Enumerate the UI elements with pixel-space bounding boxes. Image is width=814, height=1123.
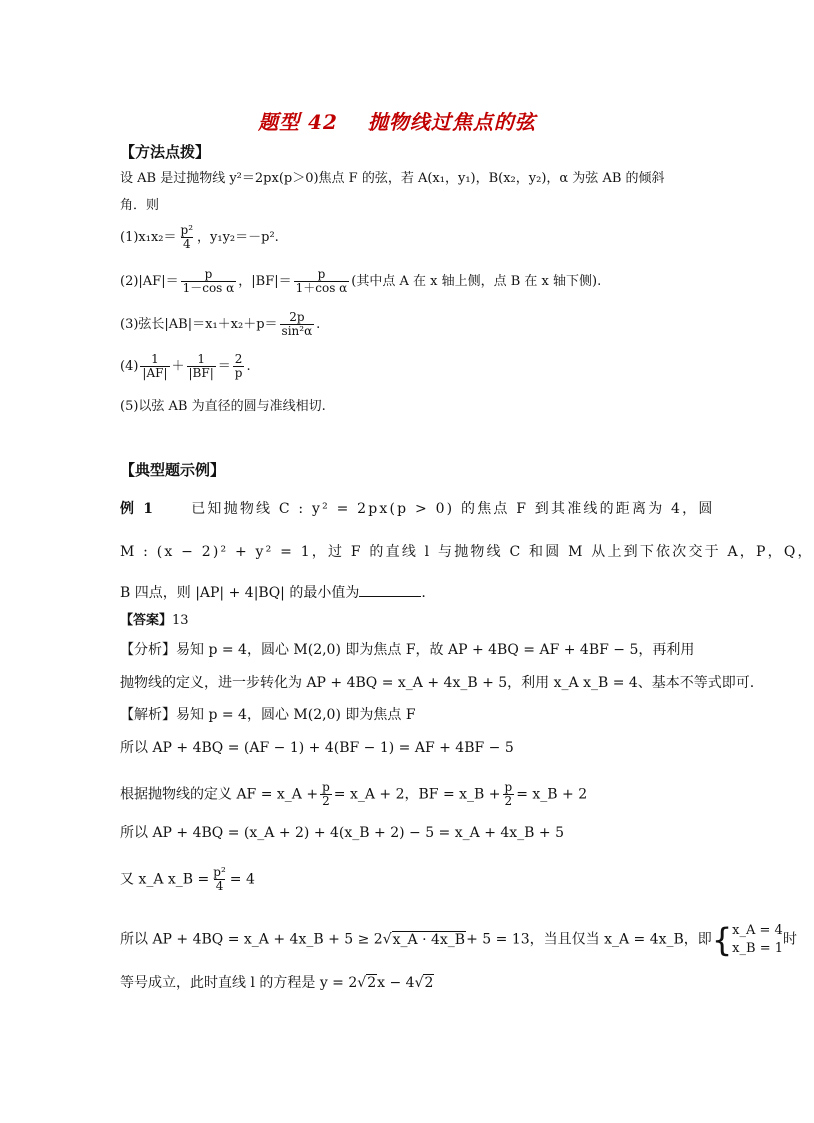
- item4-num2: 1: [197, 352, 205, 366]
- item3-numerator: 2p: [289, 310, 305, 324]
- solution-line3: [120, 781, 587, 808]
- method-item-3: [120, 311, 320, 338]
- item2-fraction-bf: [294, 268, 350, 295]
- item1-denominator: 4: [182, 237, 191, 252]
- item4-plus: ＋: [171, 359, 185, 375]
- solution6-part-b: + 5 = 13，当且仅当 x_A = 4x_B，即: [466, 931, 712, 948]
- example1-line3: [120, 584, 426, 600]
- solution6-row2: x_B = 1: [732, 940, 783, 956]
- solution6-part-c: 时: [783, 931, 797, 948]
- method-intro-line1: 设 AB 是过抛物线 y²＝2px(p＞0)焦点 F 的弦，若 A(x₁，y₁)，B(x₂，y₂)，α 为弦 AB 的倾斜: [120, 171, 665, 186]
- item4-num3: 2: [234, 352, 243, 366]
- item2-mid: ，|BF|＝: [238, 274, 292, 290]
- item4-den1: |AF|: [142, 366, 168, 381]
- item3-prefix: (3)弦长|AB|＝x₁＋x₂＋p＝: [120, 317, 278, 333]
- item4-equals: ＝: [217, 359, 231, 375]
- item4-fraction-1: [140, 353, 169, 380]
- solution-line2: 所以 AP + 4BQ = (AF − 1) + 4(BF − 1) = AF + 4BF − 5: [120, 740, 514, 756]
- solution-line4: 所以 AP + 4BQ = (x_A + 2) + 4(x_B + 2) − 5 = x_A + 4x_B + 5: [120, 825, 565, 841]
- item3-suffix: .: [316, 317, 321, 333]
- item4-num1: 1: [151, 352, 159, 366]
- item3-fraction: [280, 311, 315, 338]
- solution-line7: 等号成立，此时直线 l 的方程是 y = 2√2x − 4√2: [120, 975, 434, 991]
- title-number: 题型 42: [258, 110, 338, 134]
- item2-den2: 1＋cos α: [295, 281, 348, 296]
- method-item-5: (5)以弦 AB 为直径的圆与准线相切.: [120, 399, 326, 414]
- solution5-part-a: 又 x_A x_B =: [120, 871, 210, 888]
- item2-fraction-af: [181, 268, 237, 295]
- example1-text3: B 四点，则 |AP| + 4|BQ| 的最小值为: [120, 585, 360, 601]
- solution7-sqrt1: 2: [367, 975, 377, 991]
- solution3-den-b: 2: [504, 794, 513, 809]
- solution-line6: 所以 AP + 4BQ = x_A + 4x_B + 5 ≥ 2√x_A · 4x_B+ 5 = 13，当且仅当 x_A = 4x_B，即 { x_A = 4 x_B = 1 时: [120, 920, 797, 959]
- solution3-part-b: = x_A + 2，BF = x_B +: [333, 786, 501, 803]
- answer-value: 13: [172, 613, 189, 628]
- solution6-part-a: 所以 AP + 4BQ = x_A + 4x_B + 5 ≥ 2: [120, 931, 383, 948]
- answer-blank: [359, 584, 421, 597]
- method-heading: 【方法点拨】: [120, 143, 211, 161]
- item1-suffix: ，y₁y₂＝－p².: [197, 230, 279, 246]
- solution6-row1: x_A = 4: [732, 923, 783, 938]
- solution3-part-c: = x_B + 2: [516, 786, 588, 803]
- item2-num2: p: [317, 267, 326, 281]
- page-title: [0, 106, 794, 135]
- item2-den1: 1－cos α: [182, 281, 235, 296]
- example1-text1: 已知抛物线 C : y² = 2px(p > 0) 的焦点 F 到其准线的距离为 4，圆: [191, 501, 715, 517]
- item1-prefix: (1)x₁x₂＝: [120, 230, 177, 246]
- analysis-line1: 【分析】易知 p = 4，圆心 M(2,0) 即为焦点 F，故 AP + 4BQ = AF + 4BF − 5，再利用: [120, 642, 695, 658]
- solution5-num: p²: [213, 865, 226, 879]
- item4-fraction-3: [233, 353, 245, 380]
- title-text: 抛物线过焦点的弦: [367, 110, 536, 134]
- item4-fraction-2: [187, 353, 216, 380]
- solution7-part-a: 等号成立，此时直线 l 的方程是 y = 2: [120, 975, 358, 991]
- item4-prefix: (4): [120, 359, 139, 375]
- method-item-4: [120, 353, 251, 380]
- item2-prefix: (2)|AF|＝: [120, 274, 179, 290]
- solution3-fraction-b: [503, 781, 515, 808]
- solution3-fraction-a: [320, 781, 332, 808]
- item1-fraction: [179, 224, 196, 251]
- solution6-sqrt: x_A · 4x_B: [392, 931, 466, 948]
- method-intro-line2: 角．则: [120, 198, 160, 213]
- method-item-1: [120, 224, 279, 251]
- item4-den2: |BF|: [188, 366, 214, 381]
- solution5-part-b: = 4: [229, 871, 255, 888]
- method-item-2: [120, 268, 601, 295]
- example1-text3-end: .: [421, 585, 426, 601]
- solution3-den-a: 2: [322, 794, 330, 809]
- example1-label: 例 1: [120, 501, 156, 517]
- answer-label: 【答案】: [120, 613, 173, 628]
- solution7-sqrt2: 2: [424, 975, 434, 991]
- example1-line2: M : (x − 2)² + y² = 1，过 F 的直线 l 与抛物线 C 和圆 M 从上到下依次交于 A，P，Q，: [120, 544, 814, 560]
- solution3-num-b: p: [504, 780, 513, 794]
- item4-den3: p: [234, 366, 243, 381]
- solution-line1: 【解析】易知 p = 4，圆心 M(2,0) 即为焦点 F: [120, 707, 416, 723]
- solution3-num-a: p: [322, 780, 330, 794]
- solution5-den: 4: [215, 879, 224, 894]
- solution6-system: { x_A = 4 x_B = 1: [711, 920, 783, 959]
- item4-suffix: .: [246, 359, 251, 375]
- solution5-fraction: [211, 866, 228, 893]
- analysis-line2: 抛物线的定义，进一步转化为 AP + 4BQ = x_A + 4x_B + 5，利用 x_A x_B = 4、基本不等式即可.: [120, 675, 755, 691]
- item2-num1: p: [204, 267, 213, 281]
- item1-numerator: p²: [180, 223, 194, 237]
- item2-note: (其中点 A 在 x 轴上侧，点 B 在 x 轴下侧).: [351, 274, 602, 290]
- answer-line: [120, 614, 189, 627]
- solution7-part-b: x − 4: [377, 975, 415, 991]
- solution-line5: [120, 866, 255, 893]
- item3-denominator: sin²α: [281, 324, 313, 339]
- example1-line1: [120, 502, 715, 516]
- solution3-part-a: 根据抛物线的定义 AF = x_A +: [120, 786, 319, 803]
- examples-heading: 【典型题示例】: [120, 461, 226, 479]
